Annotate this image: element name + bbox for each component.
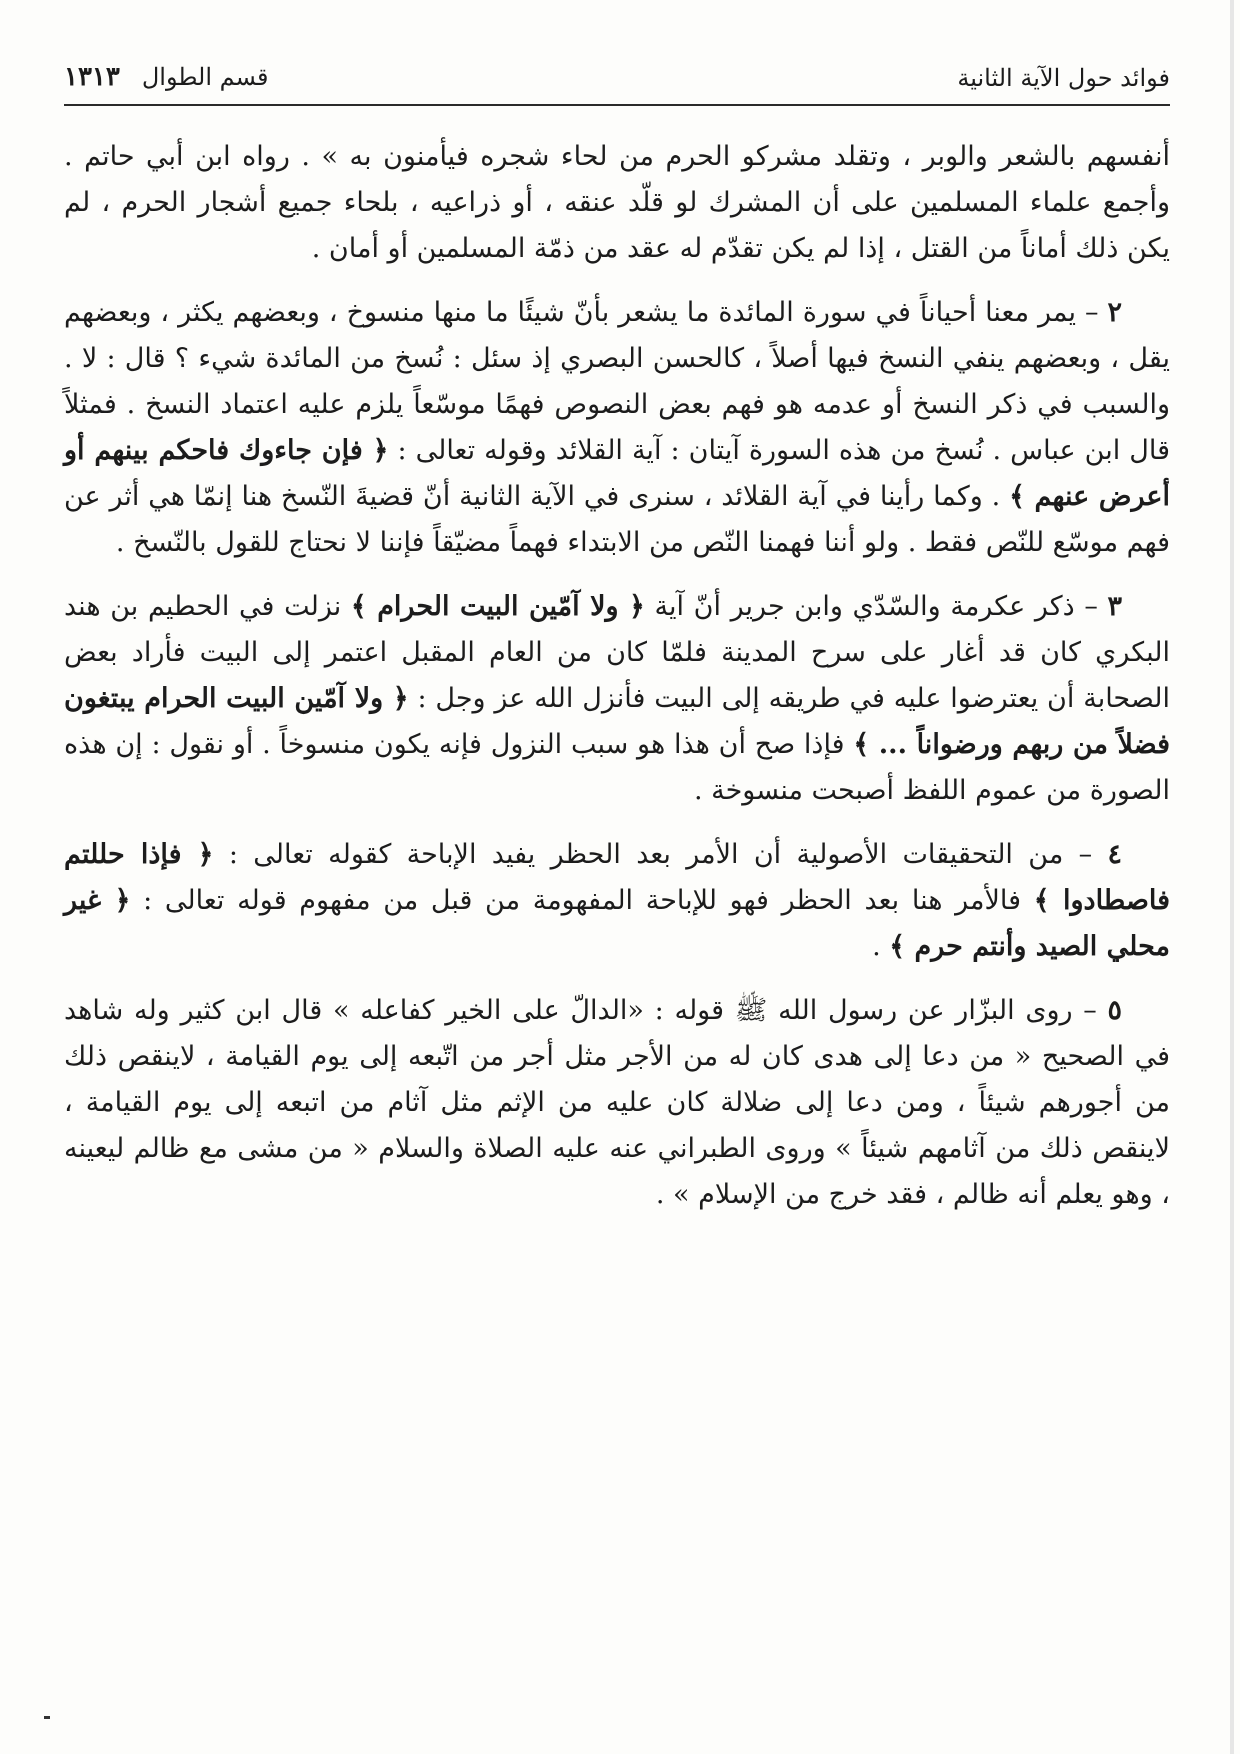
section-name: قسم الطوال — [141, 63, 269, 91]
item-number: ٣ — [1107, 591, 1122, 622]
paragraph-text: فالأمر هنا بعد الحظر فهو للإباحة المفهومة من قبل من مفهوم قوله تعالى : — [130, 885, 1034, 916]
quran-verse: ﴿ ولا آمّين البيت الحرام يبتغون فضلاً من ربهم ورضواناً ... ﴾ — [64, 683, 1170, 760]
page-header — [64, 58, 1170, 98]
paragraph-text: نزلت في الحطيم بن هند البكري كان قد أغار على سرح المدينة فلمّا كان من العام المقبل اعتمر إلى البيت فأراد بعض الصحابة أن يعترضوا عليه في طريقه إلى البيت فأنزل الله عز وجل : — [64, 591, 1171, 714]
paragraph-4 — [64, 832, 1170, 970]
paragraph-text: – يمر معنا أحياناً في سورة المائدة ما يشعر بأنّ شيئًا ما منها منسوخ ، وبعضهم يكثر ، وبعضهم يقل ، وبعضهم ينفي النسخ فيها أصلاً ، كالحسن البصري إذ سئل : نُسخ من المائدة شيء ؟ قال : لا . والسبب في ذكر النسخ أو عدمه هو فهم بعض النصوص فهمًا موسّعاً يلزم عليه اعتماد النسخ . فمثلاً قال ابن عباس . نُسخ من هذه السورة آيتان : آية القلائد وقوله تعالى : — [64, 297, 1170, 466]
paragraph-text: – ذكر عكرمة والسّدّي وابن جرير أنّ آية — [644, 591, 1108, 622]
quran-verse: ﴿ غير محلي الصيد وأنتم حرم ﴾ — [64, 885, 1170, 962]
paragraph-5 — [64, 988, 1170, 1218]
quran-verse: ﴿ ولا آمّين البيت الحرام ﴾ — [350, 591, 645, 622]
paragraph-3 — [64, 584, 1170, 814]
page-number: ١٣١٣ — [64, 62, 120, 92]
paragraph-text: فإذا صح أن هذا هو سبب النزول فإنه يكون منسوخاً . أو نقول : إن هذه الصورة من عموم اللفظ أصبحت منسوخة . — [64, 729, 1170, 806]
paragraph-text: . — [872, 931, 890, 962]
item-number: ٢ — [1107, 297, 1122, 328]
item-number: ٤ — [1107, 839, 1122, 870]
paragraph-text: . وكما رأينا في آية القلائد ، سنرى في الآية الثانية أنّ قضيةَ النّسخ هنا إنمّا هي أثر عن فهم موسّع للنّص فقط . ولو أننا فهمنا النّص من الابتداء فهماً مضيّقاً فإننا لا نحتاج للقول بالنّسخ . — [64, 481, 1170, 558]
scan-mark — [44, 1716, 50, 1719]
body-text — [64, 134, 1170, 1236]
item-number: ٥ — [1107, 995, 1122, 1026]
running-title: فوائد حول الآية الثانية — [957, 64, 1170, 92]
paragraph-text: – روى البزّار عن رسول الله ﷺ قوله : «الدالّ على الخير كفاعله » قال ابن كثير وله شاهد في الصحيح « من دعا إلى هدى كان له من الأجر مثل أجر من اتّبعه إلى يوم القيامة ، لاينقص ذلك من أجورهم شيئاً ، ومن دعا إلى ضلالة كان عليه من الإثم مثل آثام من اتبعه إلى يوم القيامة ، لاينقص ذلك من آثامهم شيئاً » وروى الطبراني عنه عليه الصلاة والسلام « من مشى مع ظالم ليعينه ، وهو يعلم أنه ظالم ، فقد خرج من الإسلام » . — [64, 995, 1170, 1210]
paragraph-continuation — [64, 134, 1170, 272]
paragraph-text: – من التحقيقات الأصولية أن الأمر بعد الحظر يفيد الإباحة كقوله تعالى : — [213, 839, 1108, 870]
paragraph-text: أنفسهم بالشعر والوبر ، وتقلد مشركو الحرم من لحاء شجره فيأمنون به » . رواه ابن أبي حاتم . وأجمع علماء المسلمين على أن المشرك لو قلّد عنقه ، أو ذراعيه ، بلحاء جميع أشجار الحرم ، لم يكن ذلك أماناً من القتل ، إذا لم يكن تقدّم له عقد من ذمّة المسلمين أو أمان . — [64, 141, 1170, 264]
quran-verse: ﴿ فإن جاءوك فاحكم بينهم أو أعرض عنهم ﴾ — [64, 435, 1170, 512]
header-divider — [64, 104, 1170, 106]
page-edge — [1230, 0, 1234, 1754]
quran-verse: ﴿ فإذا حللتم فاصطادوا ﴾ — [64, 839, 1171, 916]
header-left-group — [64, 62, 269, 92]
paragraph-2 — [64, 290, 1170, 566]
